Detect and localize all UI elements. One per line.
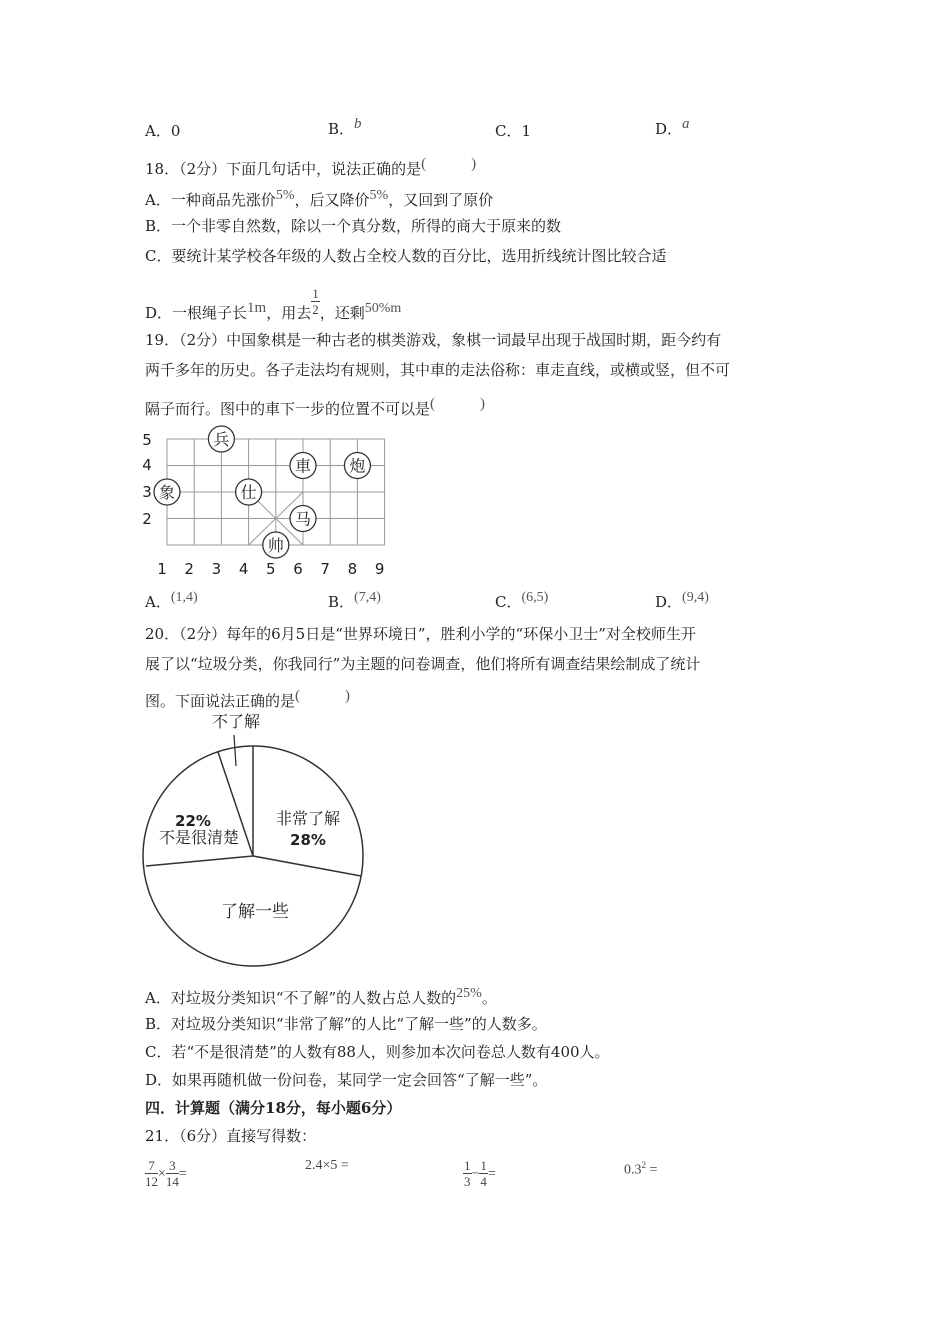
pie-chart — [138, 706, 378, 986]
option-text: ，后又降价 — [294, 191, 370, 209]
option-text: A．一种商品先涨价 — [145, 191, 276, 209]
slice-label-非常了解: 非常了解 — [275, 809, 341, 828]
q17-option-c — [495, 120, 531, 141]
slice-value-非常了解: 28% — [290, 831, 326, 849]
chess-piece-label: 马 — [294, 509, 312, 529]
fraction — [145, 1158, 158, 1189]
remaining-value: 50%m — [364, 301, 402, 316]
option-value: 1 — [521, 122, 532, 140]
x-axis-label: 2 — [184, 560, 194, 578]
x-axis-label: 7 — [320, 560, 330, 578]
q19-option-d — [655, 590, 709, 612]
q17-option-d — [655, 116, 690, 139]
option-label: C． — [495, 593, 522, 611]
base: 0.3 — [624, 1162, 642, 1178]
denominator: 4 — [480, 1174, 487, 1189]
operator: × — [158, 1166, 166, 1182]
fraction — [463, 1158, 472, 1189]
numerator: 1 — [464, 1158, 471, 1173]
slice-label-不是很清楚: 不是很清楚 — [158, 828, 240, 847]
option-text: D．一根绳子长 — [145, 304, 248, 322]
option-label: B． — [328, 593, 355, 611]
coordinate-value: (1,4) — [170, 590, 198, 605]
option-text: 。 — [481, 989, 497, 1007]
q19-option-a — [145, 590, 198, 612]
q19-option-c — [495, 590, 548, 612]
numerator: 3 — [166, 1158, 179, 1174]
pie-divider-3 — [146, 856, 253, 866]
option-value: 0 — [170, 122, 181, 140]
q20-option-a — [145, 984, 497, 1008]
x-axis-label: 9 — [374, 560, 385, 578]
equals-sign: = — [487, 1166, 496, 1182]
operator: − — [471, 1166, 480, 1182]
q20-option-b: B．对垃圾分类知识“非常了解”的人比“了解一些”的人数多。 — [145, 1015, 547, 1033]
numerator: 1 — [312, 286, 319, 301]
expr-4 — [624, 1160, 657, 1179]
option-text: ，用去 — [266, 304, 312, 322]
exponent: 2 — [641, 1160, 646, 1170]
coordinate-value: (6,5) — [521, 590, 549, 605]
option-text: ，还剩 — [319, 304, 365, 322]
option-value: a — [682, 116, 690, 132]
option-text: A．对垃圾分类知识“不了解”的人数占总人数的 — [145, 989, 457, 1007]
q19-option-b — [328, 590, 381, 612]
answer-paren: ( ) — [430, 396, 486, 412]
chess-piece-label: 象 — [158, 483, 176, 502]
denominator: 12 — [145, 1174, 158, 1189]
numerator: 7 — [145, 1158, 158, 1174]
q19-line-1: 19．（2分）中国象棋是一种古老的棋类游戏，象棋一词最早出现于战国时期，距今约有 — [145, 331, 722, 349]
answer-paren: ( ) — [295, 688, 351, 704]
chess-piece-label: 帅 — [267, 536, 284, 555]
expr-1 — [145, 1158, 187, 1189]
numerator: 1 — [480, 1158, 487, 1173]
percent-value: 5% — [369, 188, 389, 203]
coordinate-value: (7,4) — [354, 590, 381, 605]
option-label: A． — [145, 122, 171, 140]
q17-option-b — [328, 116, 362, 139]
q20-option-c: C．若“不是很清楚”的人数有88人，则参加本次问卷总人数有400人。 — [145, 1043, 610, 1061]
slice-label-不了解: 不了解 — [211, 712, 261, 731]
section-heading: 四．计算题（满分18分，每小题6分） — [145, 1099, 402, 1117]
fraction — [479, 1158, 488, 1189]
y-axis-label: 3 — [142, 483, 152, 501]
q19-line-3 — [145, 394, 485, 419]
answer-paren: ( ) — [421, 156, 477, 172]
x-axis-label: 8 — [347, 560, 358, 578]
q20-line-1: 20．（2分）每年的6月5日是“世界环境日”，胜利小学的“环保小卫士”对全校师生开 — [145, 625, 696, 643]
q18-option-d — [145, 286, 401, 333]
q18-option-c: C．要统计某学校各年级的人数占全校人数的百分比，选用折线统计图比较合适 — [145, 247, 667, 265]
length-value: 1m — [247, 300, 267, 316]
percent-value: 5% — [275, 188, 295, 203]
q20-line-2: 展了以“垃圾分类，你我同行”为主题的问卷调查，他们将所有调查结果绘制成了统计 — [145, 655, 701, 673]
q18-option-b: B．一个非零自然数，除以一个真分数，所得的商大于原来的数 — [145, 217, 562, 235]
x-axis-label: 3 — [211, 560, 222, 578]
q20-option-d: D．如果再随机做一份问卷，某同学一定会回答“了解一些”。 — [145, 1071, 548, 1089]
option-label: D． — [655, 120, 683, 138]
denominator: 3 — [464, 1174, 471, 1189]
label-leader-line — [234, 735, 236, 766]
denominator: 2 — [312, 302, 319, 317]
question-text: 18．（2分）下面几句话中，说法正确的是 — [145, 160, 422, 178]
option-text: ，又回到了原价 — [388, 191, 494, 209]
y-axis-label: 5 — [142, 431, 152, 449]
option-label: B． — [328, 120, 355, 138]
x-axis-label: 4 — [238, 560, 249, 578]
x-axis-label: 6 — [293, 560, 303, 578]
percent-value: 25% — [456, 986, 482, 1001]
chess-board-figure — [138, 422, 398, 582]
y-axis-label: 2 — [142, 510, 152, 528]
fraction — [166, 1158, 179, 1189]
option-label: A． — [145, 593, 171, 611]
chess-piece-label: 仕 — [240, 483, 257, 502]
question-text: 图。下面说法正确的是 — [145, 692, 296, 710]
option-label: C． — [495, 122, 522, 140]
option-value: b — [354, 116, 362, 132]
fraction — [311, 286, 320, 317]
q18-option-a — [145, 186, 493, 210]
x-axis-label: 5 — [266, 560, 276, 578]
chess-piece-label: 炮 — [349, 456, 366, 476]
q18-stem — [145, 154, 476, 179]
q19-line-2: 两千多年的历史。各子走法均有规则，其中車的走法俗称：車走直线，或横或竖，但不可 — [145, 361, 731, 379]
expr-3 — [463, 1158, 496, 1189]
x-axis-label: 1 — [157, 560, 167, 578]
q17-option-a — [145, 120, 180, 141]
option-label: D． — [655, 593, 683, 611]
expr-2: 2.4×5 = — [305, 1158, 349, 1173]
equals-sign: = — [178, 1166, 187, 1182]
question-text: 隔子而行。图中的車下一步的位置不可以是 — [145, 400, 431, 418]
slice-label-了解一些: 了解一些 — [221, 902, 289, 922]
equals-sign: = — [646, 1162, 658, 1178]
chess-piece-label: 兵 — [213, 430, 230, 449]
slice-value-不是很清楚: 22% — [175, 812, 211, 830]
pie-divider-2 — [253, 856, 361, 876]
y-axis-label: 4 — [142, 456, 152, 474]
denominator: 14 — [165, 1174, 179, 1189]
q21-stem: 21．（6分）直接写得数： — [145, 1127, 317, 1145]
chess-piece-label: 車 — [294, 456, 312, 476]
coordinate-value: (9,4) — [682, 590, 709, 605]
